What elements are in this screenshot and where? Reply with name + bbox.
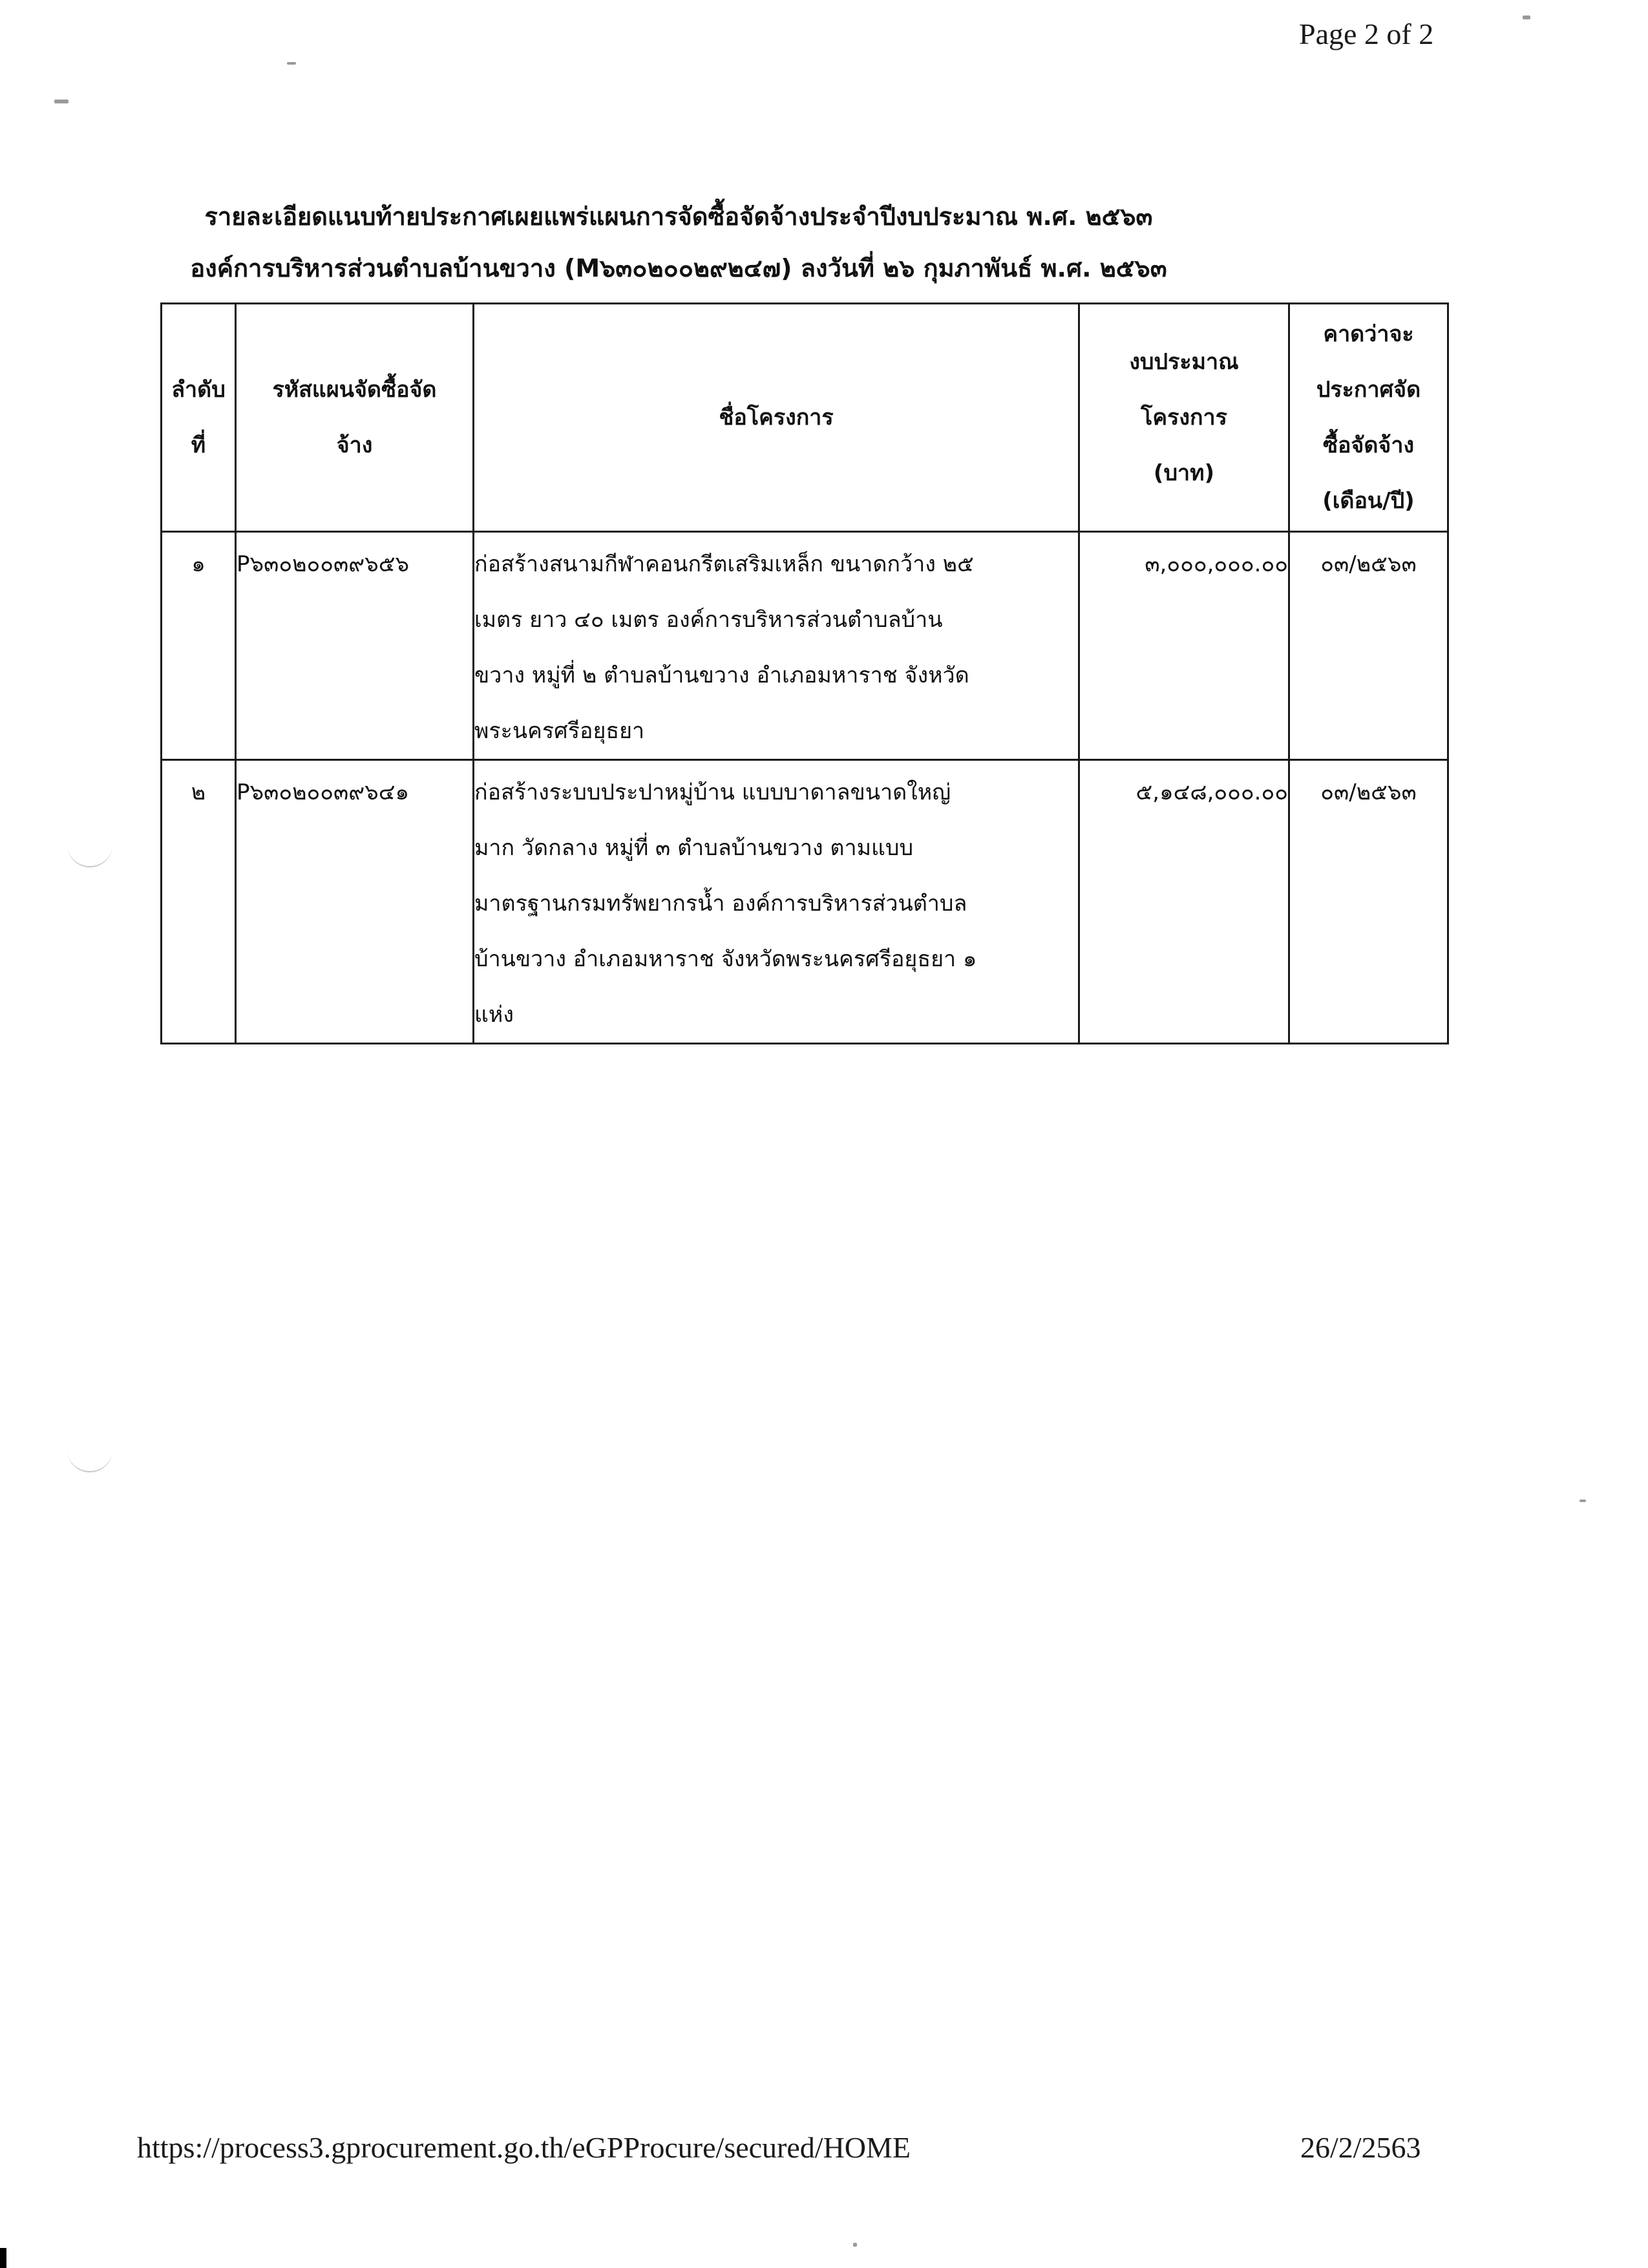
plan-code: P๖๓๐๒๐๐๓๙๖๔๑	[236, 760, 474, 1044]
scan-speck	[287, 62, 296, 65]
project-name-line: ก่อสร้างระบบประปาหมู่บ้าน แบบบาดาลขนาดใหญ่	[474, 779, 951, 805]
project-name-line: มาตรฐานกรมทรัพยากรน้ำ องค์การบริหารส่วนตำบล	[474, 891, 967, 917]
row-number: ๒	[162, 760, 236, 1044]
header-plan-code-line: จ้าง	[336, 432, 373, 458]
header-project-name	[474, 304, 1079, 532]
header-plan-code-line: รหัสแผนจัดซื้อจัด	[272, 377, 437, 403]
expected-month-year: ๐๓/๒๕๖๓	[1289, 760, 1448, 1044]
procurement-plan-table	[160, 302, 1449, 1044]
plan-code: P๖๓๐๒๐๐๓๙๖๕๖	[236, 532, 474, 760]
project-budget: ๓,๐๐๐,๐๐๐.๐๐	[1079, 532, 1289, 760]
project-name-line: เมตร ยาว ๔๐ เมตร องค์การบริหารส่วนตำบลบ้าน	[474, 607, 943, 633]
header-project-name-line: ชื่อโครงการ	[719, 405, 834, 430]
scan-edge-mark	[0, 2248, 6, 2268]
header-expected-date-line: (เดือน/ปี)	[1322, 488, 1415, 514]
header-no	[162, 304, 236, 532]
project-name-line: บ้านขวาง อำเภอมหาราช จังหวัดพระนครศรีอยุธยา ๑	[474, 946, 977, 972]
header-expected-date	[1289, 304, 1448, 532]
punch-hole-mark	[67, 840, 112, 867]
scan-speck	[1579, 1500, 1586, 1502]
project-name-line: ก่อสร้างสนามกีฬาคอนกรีตเสริมเหล็ก ขนาดกว้าง ๒๕	[474, 551, 974, 577]
header-budget-line: งบประมาณ	[1129, 349, 1239, 375]
header-plan-code	[236, 304, 474, 532]
header-expected-date-line: คาดว่าจะ	[1323, 321, 1414, 347]
project-name-line: ขวาง หมู่ที่ ๒ ตำบลบ้านขวาง อำเภอมหาราช จังหวัด	[474, 662, 969, 688]
header-budget-line: (บาท)	[1153, 460, 1215, 486]
scan-speck	[1523, 16, 1530, 19]
header-expected-date-line: ซื้อจัดจ้าง	[1322, 432, 1415, 458]
row-number: ๑	[162, 532, 236, 760]
project-name-line: แห่ง	[474, 1002, 514, 1028]
header-budget	[1079, 304, 1289, 532]
scan-speck	[54, 100, 69, 103]
punch-hole-mark	[67, 1445, 112, 1472]
header-no-line: ลำดับ	[171, 377, 226, 403]
scan-speck	[853, 2243, 857, 2247]
table-header-row	[162, 304, 1448, 532]
document-title-line-2: องค์การบริหารส่วนตำบลบ้านขวาง (M๖๓๐๒๐๐๒๙๒๔๗) ลงวันที่ ๒๖ กุมภาพันธ์ พ.ศ. ๒๕๖๓	[190, 254, 1167, 282]
table-row	[162, 760, 1448, 1044]
header-no-line: ที่	[191, 432, 206, 458]
project-name-line: พระนครศรีอยุธยา	[474, 718, 645, 744]
project-name	[474, 760, 1079, 1044]
project-name	[474, 532, 1079, 760]
header-expected-date-line: ประกาศจัด	[1316, 377, 1421, 403]
header-budget-line: โครงการ	[1141, 405, 1227, 430]
project-name-line: มาก วัดกลาง หมู่ที่ ๓ ตำบลบ้านขวาง ตามแบบ	[474, 835, 914, 861]
footer-date: 26/2/2563	[1300, 2131, 1421, 2164]
expected-month-year: ๐๓/๒๕๖๓	[1289, 532, 1448, 760]
document-title-line-1: รายละเอียดแนบท้ายประกาศเผยแพร่แผนการจัดซื้อจัดจ้างประจำปีงบประมาณ พ.ศ. ๒๕๖๓	[204, 202, 1153, 231]
footer-url: https://process3.gprocurement.go.th/eGPProcure/secured/HOME	[137, 2131, 911, 2164]
project-budget: ๕,๑๔๘,๐๐๐.๐๐	[1079, 760, 1289, 1044]
table-row	[162, 532, 1448, 760]
page-number: Page 2 of 2	[1299, 17, 1434, 50]
